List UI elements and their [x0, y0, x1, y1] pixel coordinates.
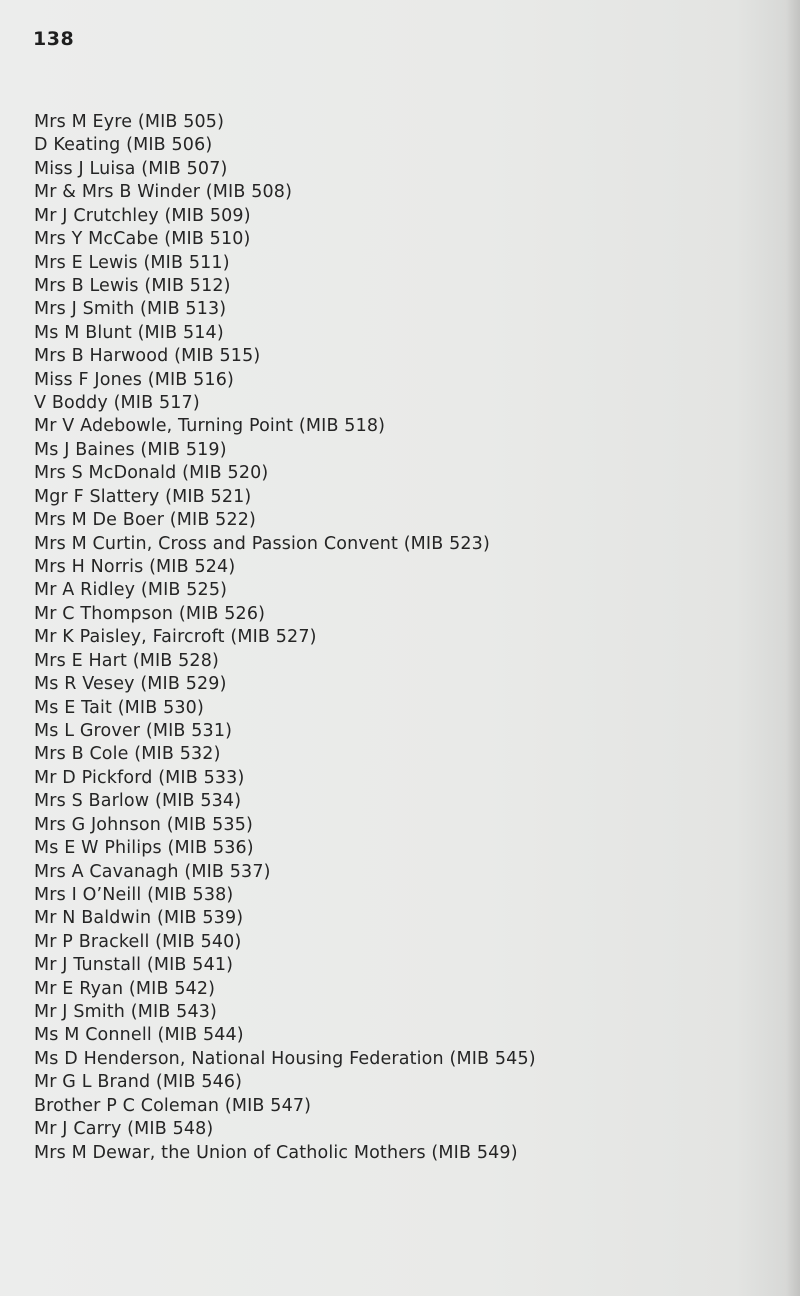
- list-item: Ms M Blunt (MIB 514): [34, 322, 224, 343]
- list-item: Mr C Thompson (MIB 526): [34, 603, 266, 624]
- list-item: Mrs S McDonald (MIB 520): [34, 463, 269, 484]
- list-item: Mr K Paisley, Faircroft (MIB 527): [34, 627, 317, 648]
- list-item: Mrs Y McCabe (MIB 510): [34, 229, 251, 250]
- list-item: Mr A Ridley (MIB 525): [34, 580, 228, 601]
- list-item: Miss J Luisa (MIB 507): [34, 158, 228, 179]
- list-item: Mr G L Brand (MIB 546): [34, 1072, 243, 1093]
- list-item: Mr J Carry (MIB 548): [34, 1119, 214, 1140]
- list-item: Ms J Baines (MIB 519): [34, 439, 227, 460]
- list-item: Mr E Ryan (MIB 542): [34, 978, 216, 999]
- list-item: Mrs S Barlow (MIB 534): [34, 791, 242, 812]
- list-item: Ms M Connell (MIB 544): [34, 1025, 244, 1046]
- list-item: Mrs I O’Neill (MIB 538): [34, 884, 234, 905]
- list-item: Mrs E Hart (MIB 528): [34, 650, 219, 671]
- list-item: Mr J Crutchley (MIB 509): [34, 205, 251, 226]
- list-item: Mrs M Dewar, the Union of Catholic Mothers (MIB 549): [34, 1142, 518, 1163]
- list-item: Mr N Baldwin (MIB 539): [34, 908, 244, 929]
- list-item: Mrs A Cavanagh (MIB 537): [34, 861, 271, 882]
- list-item: Mrs J Smith (MIB 513): [34, 299, 227, 320]
- list-item: Mr D Pickford (MIB 533): [34, 767, 245, 788]
- list-item: Mgr F Slattery (MIB 521): [34, 486, 252, 507]
- list-item: Mrs B Lewis (MIB 512): [34, 275, 231, 296]
- list-item: Mrs B Harwood (MIB 515): [34, 346, 261, 367]
- list-item: Ms D Henderson, National Housing Federation (MIB 545): [34, 1048, 536, 1069]
- list-item: Mr V Adebowle, Turning Point (MIB 518): [34, 416, 386, 437]
- list-item: Ms E Tait (MIB 530): [34, 697, 204, 718]
- page-number: 138: [33, 28, 75, 50]
- entry-list: [34, 111, 536, 1165]
- list-item: Ms L Grover (MIB 531): [34, 720, 233, 741]
- list-item: Miss F Jones (MIB 516): [34, 369, 234, 390]
- list-item: Mrs H Norris (MIB 524): [34, 557, 236, 578]
- list-item: Mr & Mrs B Winder (MIB 508): [34, 182, 293, 203]
- list-item: Mrs M Curtin, Cross and Passion Convent (MIB 523): [34, 533, 490, 554]
- list-item: Mrs B Cole (MIB 532): [34, 744, 221, 765]
- list-item: Mr J Tunstall (MIB 541): [34, 955, 234, 976]
- list-item: Ms E W Philips (MIB 536): [34, 838, 254, 859]
- list-item: Mr P Brackell (MIB 540): [34, 931, 242, 952]
- list-item: Mrs M De Boer (MIB 522): [34, 510, 257, 531]
- list-item: Mr J Smith (MIB 543): [34, 1002, 217, 1023]
- list-item: D Keating (MIB 506): [34, 135, 213, 156]
- list-item: Ms R Vesey (MIB 529): [34, 674, 227, 695]
- list-item: Mrs E Lewis (MIB 511): [34, 252, 230, 273]
- page-edge-shadow: [786, 0, 800, 1296]
- list-item: Mrs G Johnson (MIB 535): [34, 814, 253, 835]
- list-item: V Boddy (MIB 517): [34, 393, 200, 414]
- list-item: Brother P C Coleman (MIB 547): [34, 1095, 312, 1116]
- list-item: Mrs M Eyre (MIB 505): [34, 112, 225, 132]
